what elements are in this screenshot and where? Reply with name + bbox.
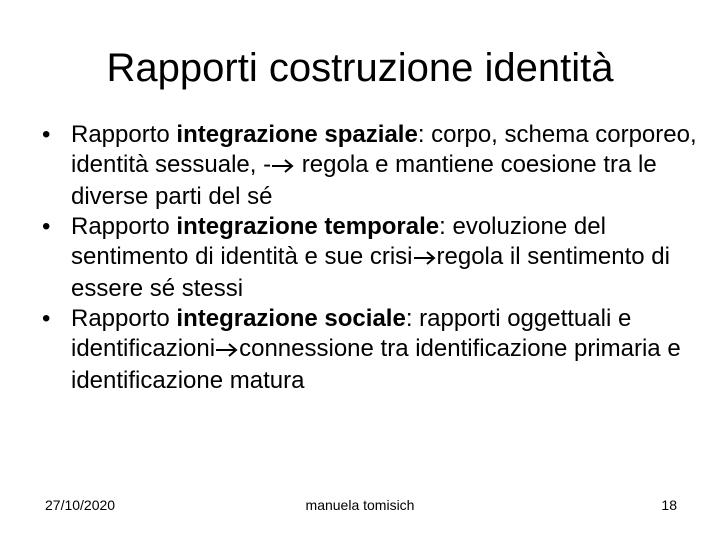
bullet-item	[40, 120, 700, 212]
bullet-text: Rapporto	[71, 305, 177, 332]
footer-author: manuela tomisich	[305, 497, 415, 513]
bullet-list	[40, 120, 700, 396]
bullet-text: connessione tra identificazione primaria e identificazione matura	[71, 335, 681, 394]
bullet-text: Rapporto	[71, 213, 177, 240]
right-arrow-icon	[271, 152, 295, 182]
right-arrow-icon	[215, 336, 239, 366]
bullet-text: regola e mantiene coesione tra le diverse parti del sé	[71, 151, 657, 210]
slide-title: Rapporti costruzione identità	[106, 46, 614, 90]
bullet-dot: •	[42, 121, 51, 148]
bullet-dot: •	[42, 213, 51, 240]
bullet-text: Rapporto	[71, 121, 177, 148]
bullet-text: regola il sentimento di essere sé stessi	[71, 243, 670, 302]
bullet-emphasis: integrazione sociale	[176, 305, 406, 332]
footer-date: 27/10/2020	[45, 497, 116, 513]
bullet-item	[40, 304, 700, 396]
bullet-emphasis: integrazione temporale	[176, 213, 440, 240]
bullet-text: : corpo, schema corporeo, identità sessuale, -	[71, 121, 697, 178]
bullet-text: : rapporti oggettuali e identificazioni	[71, 305, 632, 362]
bullet-item	[40, 212, 700, 304]
bullet-text: : evoluzione del sentimento di identità e sue crisi	[71, 213, 606, 270]
footer-page-number: 18	[661, 497, 677, 513]
bullet-emphasis: integrazione spaziale	[176, 121, 418, 148]
right-arrow-icon	[413, 244, 437, 274]
bullet-dot: •	[42, 305, 51, 332]
